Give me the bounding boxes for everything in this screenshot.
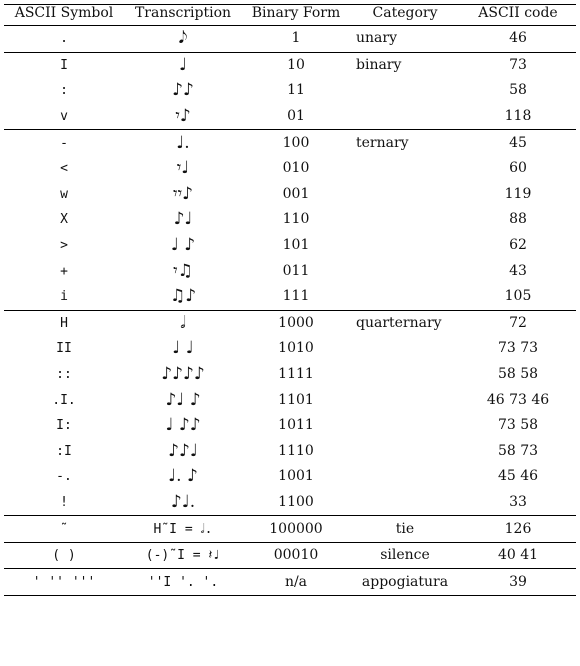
cell-ascii-code: 60 xyxy=(509,160,527,177)
header-ascii-symbol: ASCII Symbol xyxy=(4,5,124,26)
cell-ascii-code: 40 41 xyxy=(460,542,576,569)
table-row xyxy=(4,26,576,53)
cell-ascii-symbol: - xyxy=(4,130,124,156)
table-row xyxy=(4,104,576,130)
cell-category xyxy=(350,490,460,516)
table-row xyxy=(4,207,576,233)
cell-category xyxy=(350,104,460,130)
cell-transcription: ♪♪♪♪ xyxy=(161,364,205,385)
cell-transcription: ♩ xyxy=(124,52,242,78)
cell-ascii-code: 119 xyxy=(504,185,532,202)
cell-category: binary xyxy=(350,52,460,78)
table-row xyxy=(4,156,576,182)
cell-category xyxy=(350,258,460,284)
cell-ascii-symbol: -. xyxy=(56,469,72,485)
cell-transcription: ♩. ♪ xyxy=(168,466,198,487)
cell-ascii-code: 105 xyxy=(504,288,532,305)
header-category: Category xyxy=(350,5,460,26)
cell-ascii-symbol: w xyxy=(60,186,68,202)
cell-category: ternary xyxy=(350,130,460,156)
cell-binary-form: 1000 xyxy=(242,310,350,336)
header-transcription: Transcription xyxy=(124,5,242,26)
cell-binary-form: 01 xyxy=(287,108,305,125)
cell-ascii-code: 45 46 xyxy=(497,468,539,485)
cell-binary-form: 1111 xyxy=(278,366,314,383)
cell-binary-form: 001 xyxy=(282,185,310,202)
cell-ascii-symbol: ( ) xyxy=(4,542,124,569)
cell-ascii-code: 58 58 xyxy=(497,366,539,383)
cell-ascii-symbol: II xyxy=(56,341,72,357)
cell-ascii-symbol: ! xyxy=(60,494,68,510)
table-row xyxy=(4,516,576,543)
cell-category: quarternary xyxy=(350,310,460,336)
cell-category: appogiatura xyxy=(350,569,460,596)
cell-binary-form: 110 xyxy=(282,211,310,228)
cell-binary-form: 1001 xyxy=(278,468,314,485)
cell-transcription: ''I '. '. xyxy=(124,569,242,596)
table-row xyxy=(4,130,576,156)
cell-binary-form: 1011 xyxy=(278,417,314,434)
table-header xyxy=(4,5,576,26)
cell-category xyxy=(350,387,460,413)
cell-transcription: ♩ ♪ xyxy=(170,235,196,256)
cell-ascii-symbol: I: xyxy=(56,418,72,434)
cell-transcription: ♪♩ ♪ xyxy=(165,389,201,410)
table-row xyxy=(4,182,576,208)
cell-category: tie xyxy=(350,516,460,543)
cell-ascii-symbol: v xyxy=(60,109,68,125)
cell-ascii-symbol: : xyxy=(60,83,68,99)
cell-ascii-code: 46 73 46 xyxy=(486,391,550,408)
cell-ascii-code: 118 xyxy=(504,108,532,125)
cell-transcription: 𝅗𝅥 xyxy=(124,310,242,336)
table-row xyxy=(4,78,576,104)
cell-category xyxy=(350,464,460,490)
table-row xyxy=(4,387,576,413)
table-row xyxy=(4,542,576,569)
cell-transcription: ♪♩ xyxy=(173,209,193,230)
table-row xyxy=(4,52,576,78)
table-body xyxy=(4,26,576,596)
cell-category xyxy=(350,362,460,388)
cell-ascii-code: 39 xyxy=(460,569,576,596)
cell-binary-form: 100 xyxy=(242,130,350,156)
cell-transcription: 𝄾♫ xyxy=(173,260,193,281)
table-row xyxy=(4,569,576,596)
cell-category xyxy=(350,156,460,182)
table-row xyxy=(4,284,576,310)
cell-transcription: ♩. xyxy=(124,130,242,156)
table-row xyxy=(4,362,576,388)
table-row xyxy=(4,413,576,439)
table-row xyxy=(4,490,576,516)
cell-ascii-code: 72 xyxy=(460,310,576,336)
cell-category: unary xyxy=(350,26,460,53)
cell-ascii-code: 33 xyxy=(509,493,527,510)
cell-ascii-code: 43 xyxy=(509,262,527,279)
cell-category: silence xyxy=(350,542,460,569)
cell-binary-form: 100000 xyxy=(242,516,350,543)
cell-transcription: H˜I = 𝅗𝅥. xyxy=(124,516,242,543)
ascii-notation-table xyxy=(4,4,576,596)
cell-category xyxy=(350,336,460,362)
cell-binary-form: 1100 xyxy=(278,493,314,510)
cell-ascii-code: 46 xyxy=(460,26,576,53)
header-binary-form: Binary Form xyxy=(242,5,350,26)
cell-category xyxy=(350,182,460,208)
table-row xyxy=(4,258,576,284)
cell-category xyxy=(350,233,460,259)
cell-transcription: ♪♩. xyxy=(170,491,196,512)
cell-binary-form: 101 xyxy=(282,237,310,254)
cell-ascii-symbol: < xyxy=(60,161,68,177)
cell-binary-form: 10 xyxy=(242,52,350,78)
cell-ascii-code: 88 xyxy=(509,211,527,228)
cell-category xyxy=(350,78,460,104)
cell-ascii-symbol: .I. xyxy=(52,392,76,408)
cell-ascii-symbol: H xyxy=(4,310,124,336)
table-row xyxy=(4,336,576,362)
cell-transcription: 𝅘𝅥𝅮 xyxy=(124,26,242,53)
cell-binary-form: 1 xyxy=(242,26,350,53)
cell-binary-form: 1110 xyxy=(278,442,314,459)
cell-binary-form: n/a xyxy=(242,569,350,596)
cell-transcription: 𝄾♪ xyxy=(175,106,191,127)
cell-transcription: ♩ ♪♪ xyxy=(165,415,201,436)
cell-transcription: ♪♪♩ xyxy=(168,440,198,461)
cell-ascii-code: 58 xyxy=(509,82,527,99)
cell-ascii-code: 73 73 xyxy=(497,340,539,357)
cell-ascii-symbol: + xyxy=(60,263,68,279)
cell-ascii-code: 58 73 xyxy=(497,442,539,459)
cell-category xyxy=(350,284,460,310)
cell-category xyxy=(350,207,460,233)
cell-transcription: ♫♪ xyxy=(169,286,197,307)
cell-transcription: (-)˜I = 𝄽♩ xyxy=(124,542,242,569)
table-row xyxy=(4,464,576,490)
cell-ascii-code: 73 xyxy=(460,52,576,78)
cell-ascii-symbol: . xyxy=(4,26,124,53)
cell-ascii-code: 62 xyxy=(509,237,527,254)
cell-ascii-symbol: ' '' ''' xyxy=(4,569,124,596)
cell-ascii-symbol: ˜ xyxy=(4,516,124,543)
cell-ascii-symbol: i xyxy=(60,289,68,305)
cell-category xyxy=(350,413,460,439)
cell-binary-form: 1101 xyxy=(278,391,314,408)
cell-transcription: ♩ ♩ xyxy=(172,338,194,359)
cell-binary-form: 00010 xyxy=(242,542,350,569)
cell-binary-form: 111 xyxy=(282,288,310,305)
cell-binary-form: 11 xyxy=(287,82,305,99)
table-row xyxy=(4,233,576,259)
cell-ascii-symbol: :: xyxy=(56,367,72,383)
header-ascii-code: ASCII code xyxy=(460,5,576,26)
cell-binary-form: 1010 xyxy=(278,340,314,357)
cell-category xyxy=(350,439,460,465)
table-row xyxy=(4,310,576,336)
table-row xyxy=(4,439,576,465)
cell-binary-form: 010 xyxy=(282,160,310,177)
cell-transcription: 𝄾𝄾♪ xyxy=(173,183,193,204)
cell-ascii-code: 126 xyxy=(460,516,576,543)
cell-ascii-symbol: > xyxy=(60,238,68,254)
cell-ascii-code: 73 58 xyxy=(497,417,539,434)
cell-transcription: 𝄾♩ xyxy=(176,158,190,179)
cell-ascii-symbol: :I xyxy=(56,443,72,459)
cell-binary-form: 011 xyxy=(282,262,310,279)
cell-ascii-code: 45 xyxy=(460,130,576,156)
cell-transcription: ♪♪ xyxy=(172,80,194,101)
cell-ascii-symbol: X xyxy=(60,212,68,228)
cell-ascii-symbol: I xyxy=(4,52,124,78)
